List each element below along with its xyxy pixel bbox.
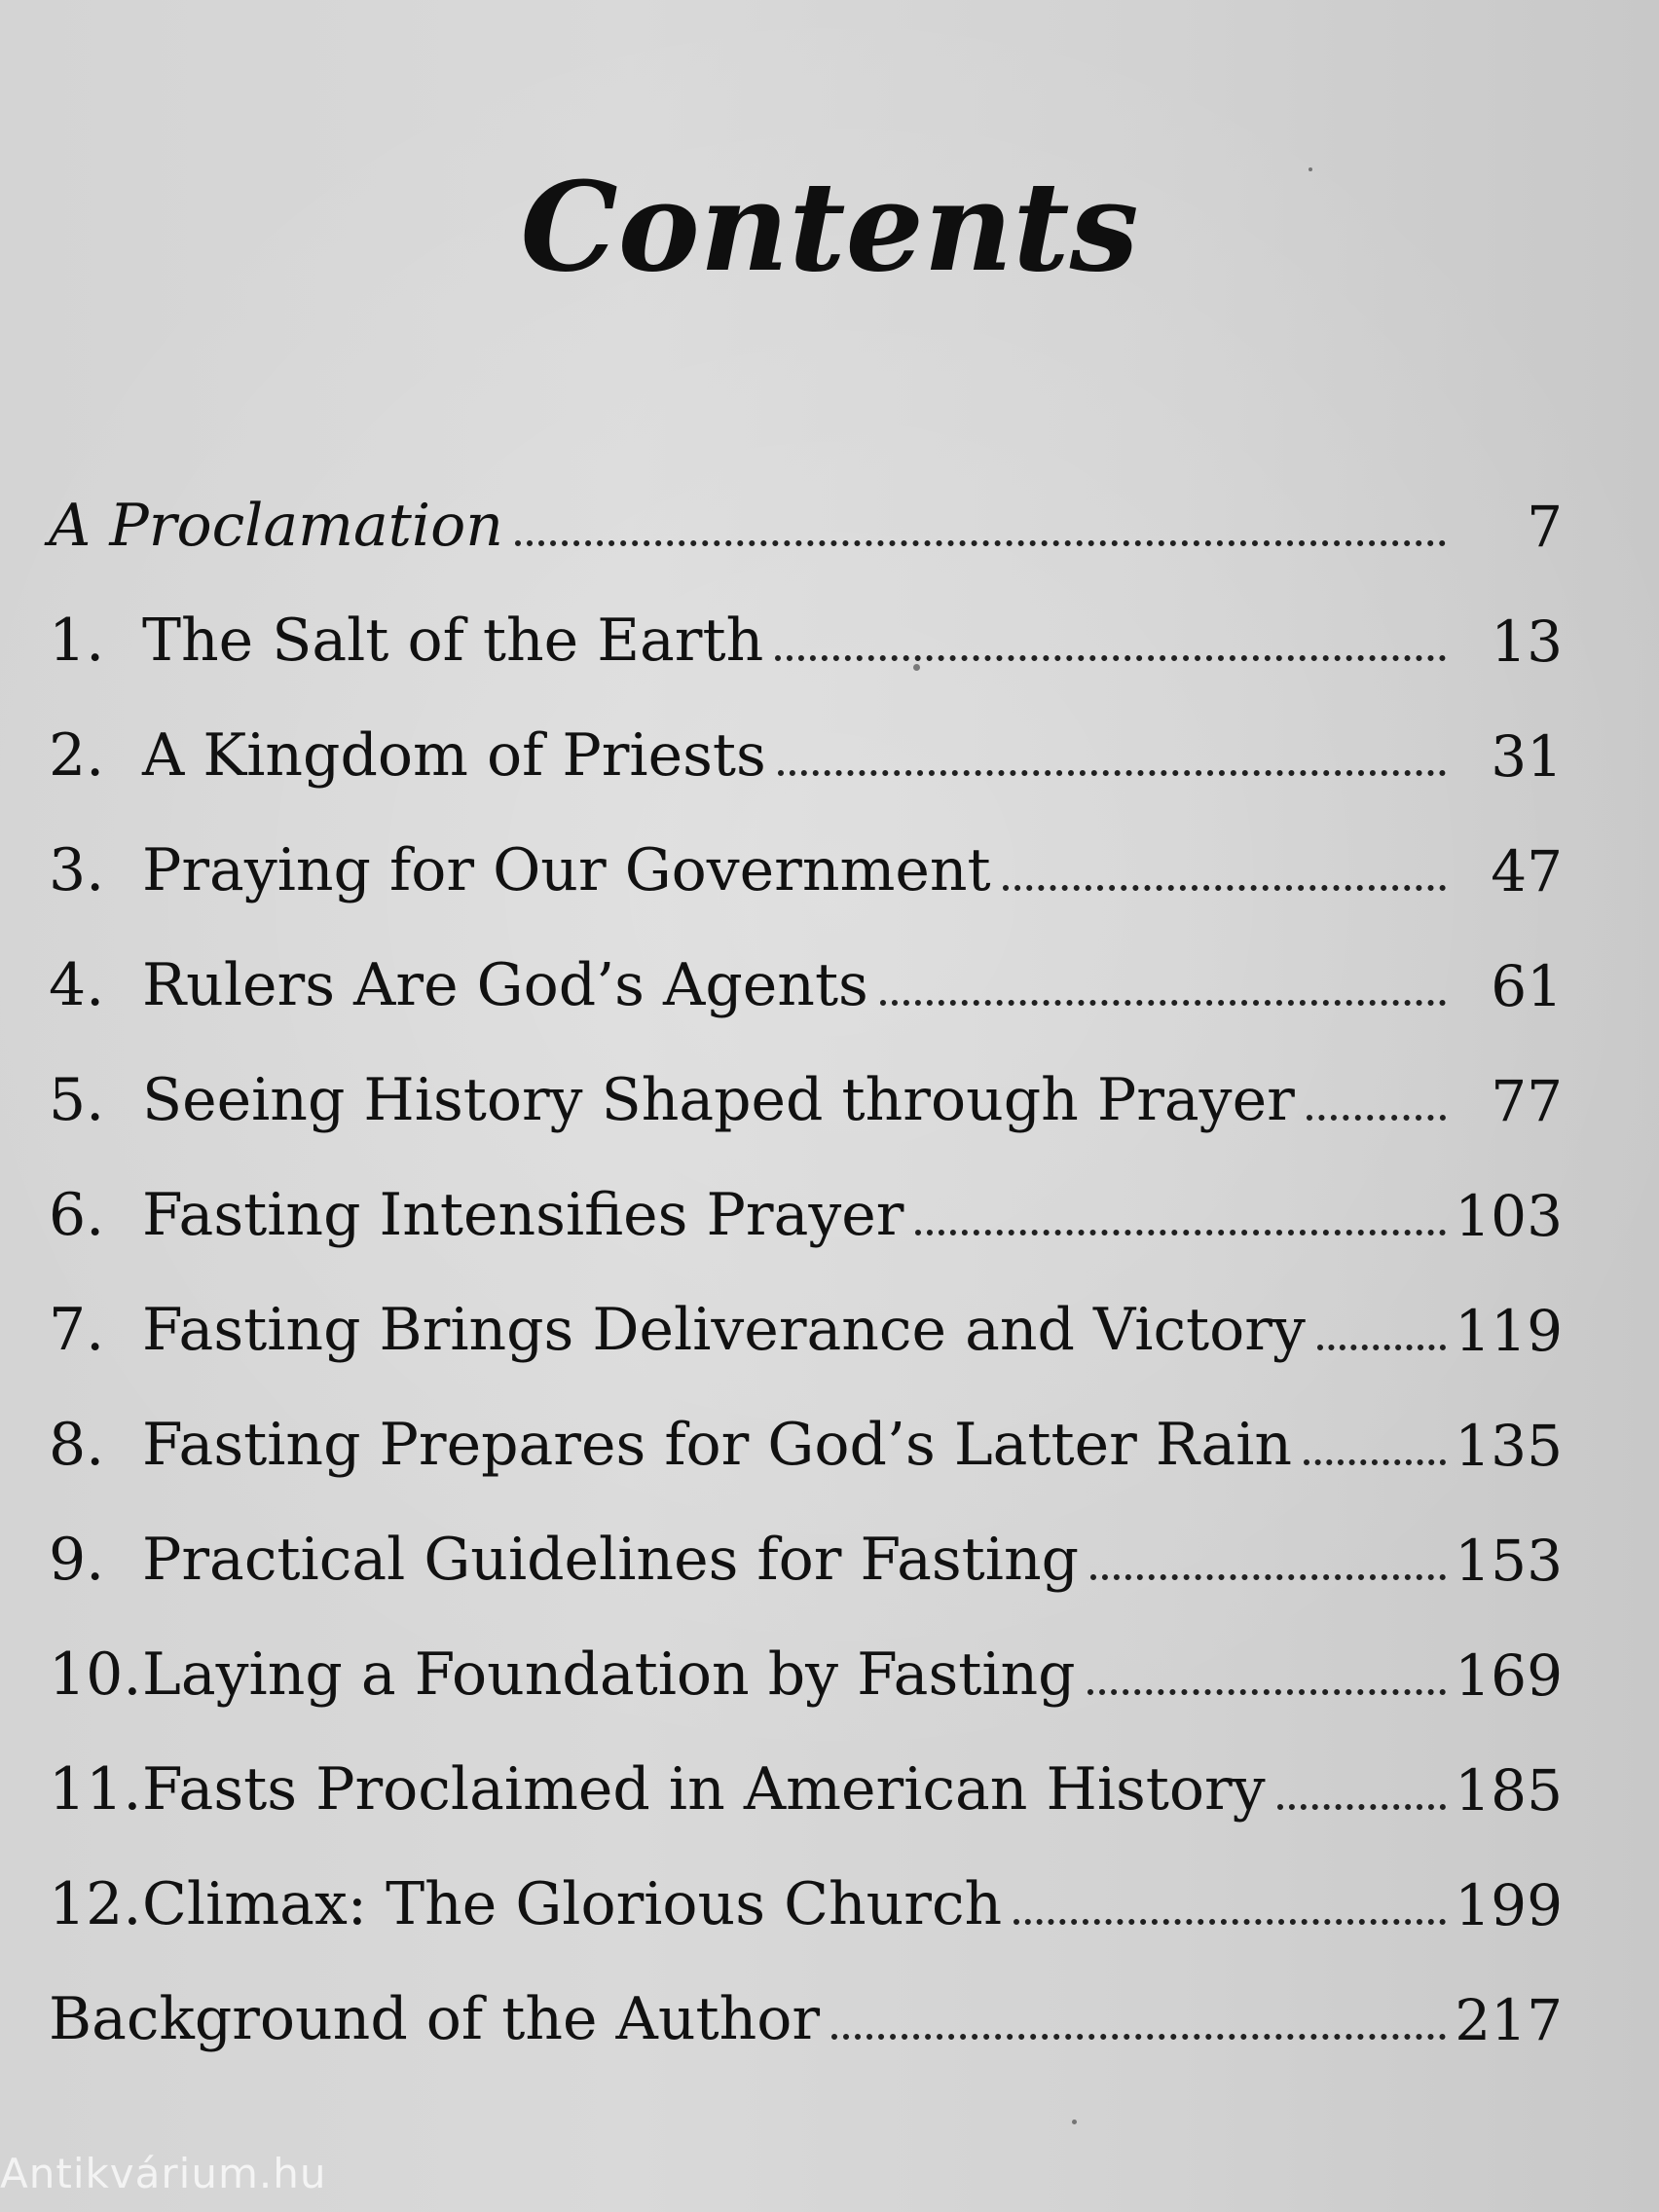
- paper-speck: [913, 664, 920, 671]
- toc-entry-chapter-7: [49, 1260, 1563, 1375]
- toc-entry-background-author: [49, 1949, 1563, 2064]
- page-number: 135: [1455, 1413, 1563, 1479]
- toc-entry-title: Practical Guidelines for Fasting: [142, 1526, 1079, 1594]
- page-number: 77: [1491, 1068, 1563, 1134]
- chapter-number: 6.: [49, 1181, 105, 1249]
- toc-entry-title: Fasts Proclaimed in American History: [142, 1755, 1266, 1824]
- chapter-number: 11.: [49, 1755, 142, 1824]
- dot-leader: [1003, 885, 1446, 891]
- toc-entry-title: Fasting Intensifies Prayer: [142, 1181, 904, 1249]
- toc-entry-chapter-4: [49, 915, 1563, 1030]
- toc-entry-label: [49, 1755, 1266, 1824]
- toc-entry-label: [49, 492, 503, 560]
- toc-entry-chapter-6: [49, 1145, 1563, 1260]
- page-number: 103: [1455, 1183, 1563, 1249]
- toc-entry-label: [49, 836, 991, 904]
- toc-entry-chapter-10: [49, 1604, 1563, 1719]
- toc-entry-title: Fasting Brings Deliverance and Victory: [142, 1296, 1306, 1364]
- toc-entry-proclamation: [49, 465, 1563, 571]
- toc-entry-title: Background of the Author: [49, 1985, 821, 2053]
- chapter-number: 1.: [49, 607, 105, 675]
- dot-leader: [1090, 1574, 1446, 1580]
- toc-entry-title: The Salt of the Earth: [142, 607, 764, 675]
- page-number: 169: [1455, 1642, 1563, 1709]
- dot-leader: [831, 2034, 1446, 2040]
- toc-entry-label: [49, 1985, 821, 2053]
- toc-entry-title: Seeing History Shaped through Prayer: [142, 1066, 1295, 1134]
- toc-entry-label: [49, 1641, 1076, 1709]
- toc-entry-label: [49, 1181, 904, 1249]
- toc-entry-title: Laying a Foundation by Fasting: [142, 1641, 1076, 1709]
- toc-entry-title: A Kingdom of Priests: [142, 721, 766, 790]
- page-number: 119: [1455, 1298, 1563, 1364]
- paper-speck: [1072, 2120, 1077, 2124]
- dot-leader: [1307, 1115, 1446, 1121]
- toc-entry-label: [49, 1870, 1003, 1938]
- chapter-number: 5.: [49, 1066, 105, 1134]
- page-number: 185: [1455, 1757, 1563, 1824]
- page-number: 13: [1491, 608, 1563, 675]
- toc-entry-chapter-8: [49, 1375, 1563, 1490]
- toc-entry-title: Rulers Are God’s Agents: [142, 951, 868, 1019]
- page-number: 7: [1527, 494, 1563, 560]
- dot-leader: [515, 540, 1446, 546]
- toc-entry-chapter-12: [49, 1834, 1563, 1949]
- chapter-number: 3.: [49, 836, 105, 904]
- toc-entry-chapter-1: [49, 571, 1563, 685]
- watermark-text: Antikvárium.hu: [0, 2150, 327, 2197]
- toc-entry-label: [49, 1526, 1079, 1594]
- chapter-number: 12.: [49, 1870, 142, 1938]
- toc-entry-chapter-11: [49, 1719, 1563, 1834]
- page-number: 217: [1455, 1987, 1563, 2053]
- chapter-number: 2.: [49, 721, 105, 790]
- dot-leader: [880, 1000, 1446, 1006]
- page-number: 153: [1455, 1528, 1563, 1594]
- toc-entry-chapter-2: [49, 685, 1563, 800]
- dot-leader: [1014, 1919, 1446, 1925]
- chapter-number: 7.: [49, 1296, 105, 1364]
- toc-entry-title: Climax: The Glorious Church: [142, 1870, 1003, 1938]
- toc-entry-title: Praying for Our Government: [142, 836, 991, 904]
- chapter-number: 4.: [49, 951, 105, 1019]
- toc-entry-label: [49, 1296, 1306, 1364]
- toc-entry-chapter-3: [49, 800, 1563, 915]
- page-title: Contents: [520, 155, 1139, 299]
- page-number: 47: [1491, 838, 1563, 904]
- toc-entry-title: A Proclamation: [49, 492, 503, 560]
- page-number: 199: [1455, 1872, 1563, 1938]
- toc-entry-title: Fasting Prepares for God’s Latter Rain: [142, 1411, 1293, 1479]
- toc-entry-chapter-5: [49, 1030, 1563, 1145]
- toc-entry-label: [49, 951, 868, 1019]
- dot-leader: [1317, 1345, 1446, 1350]
- chapter-number: 8.: [49, 1411, 105, 1479]
- dot-leader: [778, 770, 1446, 776]
- table-of-contents: [49, 465, 1563, 2064]
- toc-entry-label: [49, 607, 764, 675]
- toc-entry-label: [49, 1411, 1293, 1479]
- dot-leader: [1304, 1459, 1446, 1465]
- chapter-number: 9.: [49, 1526, 105, 1594]
- toc-entry-label: [49, 1066, 1295, 1134]
- dot-leader: [915, 1230, 1446, 1235]
- page-number: 61: [1491, 953, 1563, 1019]
- dot-leader: [1088, 1689, 1446, 1695]
- dot-leader: [775, 655, 1446, 661]
- page-number: 31: [1491, 723, 1563, 790]
- toc-entry-label: [49, 721, 766, 790]
- dot-leader: [1277, 1804, 1446, 1810]
- toc-entry-chapter-9: [49, 1490, 1563, 1604]
- paper-speck: [1309, 167, 1312, 171]
- chapter-number: 10.: [49, 1641, 142, 1709]
